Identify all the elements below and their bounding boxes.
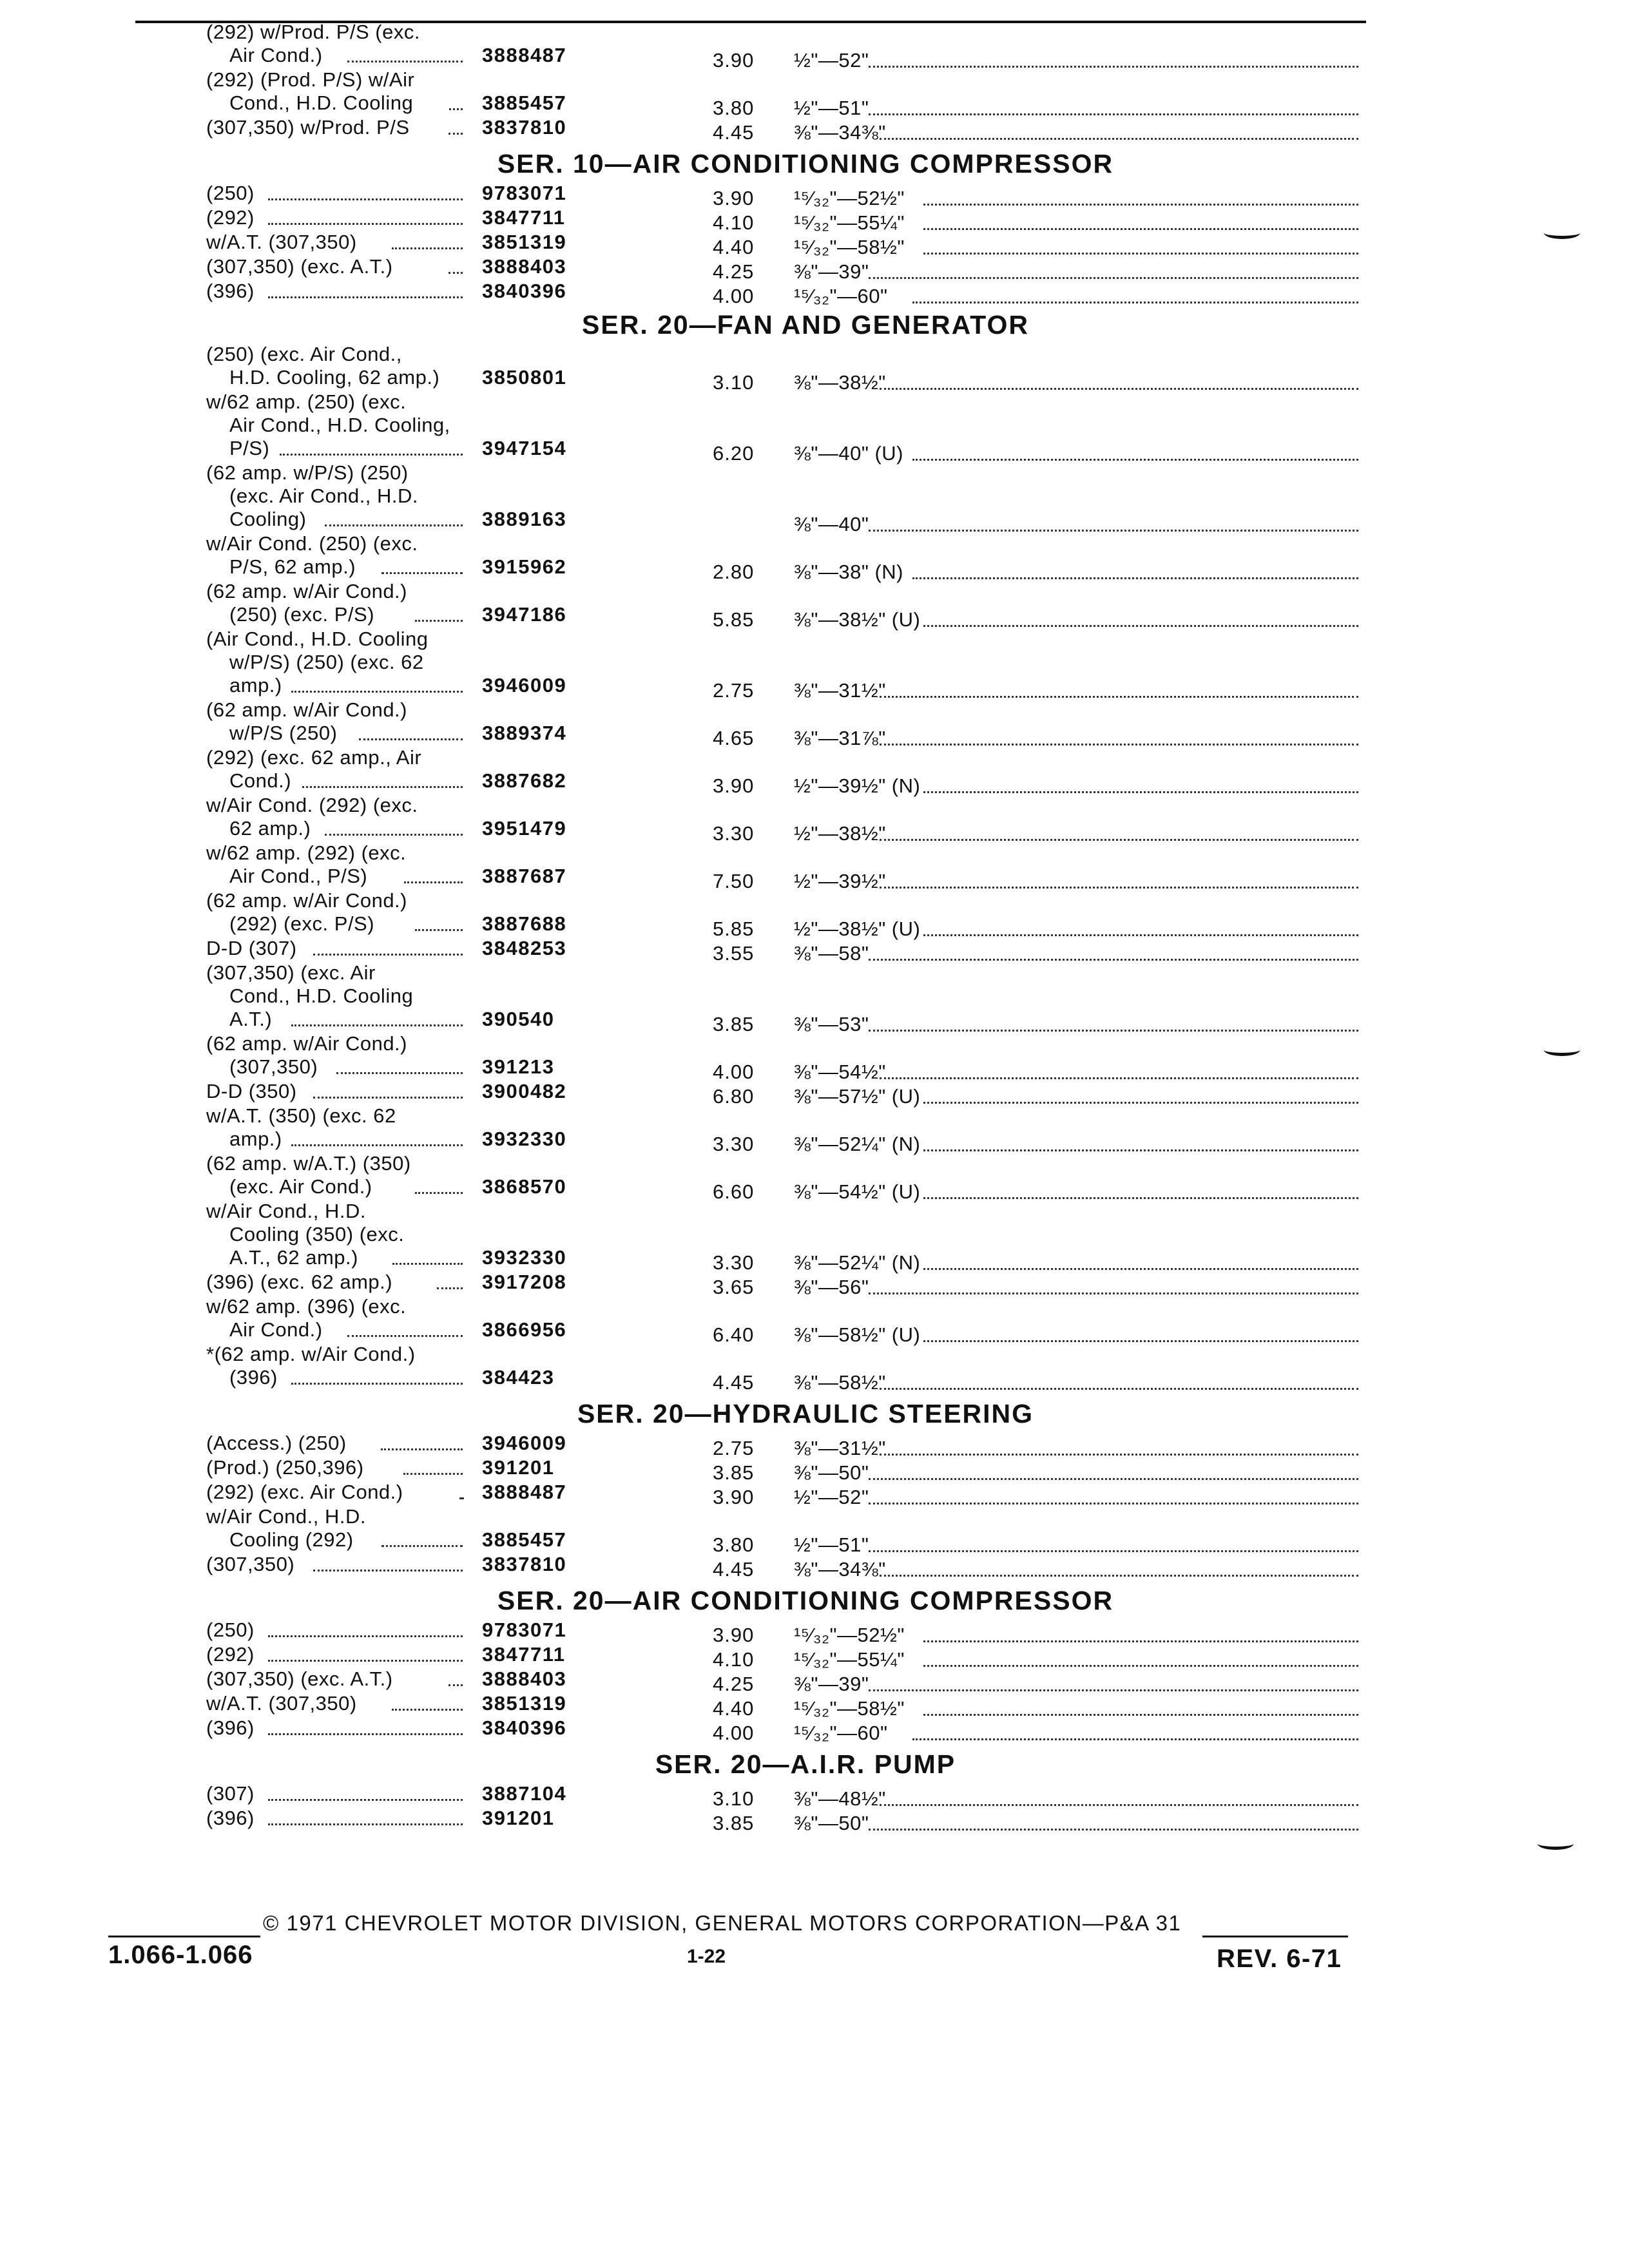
entry-description: Cond., H.D. Cooling [229, 985, 414, 1007]
size-leader [880, 1451, 1358, 1456]
entry-description: w/62 amp. (292) (exc. [206, 841, 407, 864]
part-number: 3889163 [482, 508, 567, 530]
description-leader [415, 1189, 463, 1194]
entry-description: w/Air Cond. (292) (exc. [206, 794, 418, 816]
part-number: 3847711 [482, 206, 566, 229]
size-leader [923, 1662, 1358, 1667]
labor-rate: 3.85 [713, 1812, 755, 1834]
part-number: 3868570 [482, 1175, 567, 1198]
belt-size: ½"—51" [794, 1533, 869, 1556]
belt-size: ⅜"—58½" [794, 1371, 886, 1394]
entry-description: (exc. Air Cond.) [229, 1175, 372, 1198]
part-number: 391201 [482, 1456, 555, 1479]
belt-size: ¹⁵⁄₃₂"—52½" [794, 1624, 905, 1646]
belt-size: ¹⁵⁄₃₂"—55¼" [794, 1648, 905, 1671]
catalog-code: 1.066-1.066 [108, 1941, 253, 1969]
entry-description: (292) [206, 1643, 255, 1666]
description-leader [268, 294, 463, 298]
description-leader [291, 1380, 463, 1385]
entry-description: (292) (exc. 62 amp., Air [206, 746, 422, 769]
size-leader [869, 63, 1358, 68]
size-leader [880, 836, 1358, 841]
entry-description: (Prod.) (250,396) [206, 1456, 364, 1479]
entry-description: w/P/S) (250) (exc. 62 [229, 651, 424, 673]
part-number: 3885457 [482, 91, 567, 114]
size-leader [869, 1687, 1358, 1691]
entry-description: w/A.T. (350) (exc. 62 [206, 1104, 396, 1127]
entry-description: A.T.) [229, 1008, 273, 1030]
entry-description: (62 amp. w/Air Cond.) [206, 889, 407, 912]
entry-description: P/S, 62 amp.) [229, 555, 356, 578]
part-number: 3850801 [482, 366, 567, 389]
part-number: 3848253 [482, 937, 567, 959]
labor-rate: 6.20 [713, 442, 755, 465]
entry-description: (292) [206, 206, 255, 229]
footer-rule-right [1202, 1936, 1348, 1937]
section-heading: SER. 20—FAN AND GENERATOR [582, 310, 1029, 340]
entry-description: Cond.) [229, 769, 292, 792]
belt-size: ⅜"—56" [794, 1276, 869, 1298]
entry-description: w/Air Cond., H.D. [206, 1200, 366, 1222]
size-leader [869, 1475, 1358, 1480]
size-leader [923, 1338, 1358, 1342]
size-leader [869, 111, 1358, 115]
belt-size: ⅜"—39" [794, 1673, 869, 1695]
description-leader [280, 451, 463, 456]
belt-size: ⅜"—48½" [794, 1787, 886, 1810]
size-leader [880, 1075, 1358, 1079]
belt-size: ½"—39½" [794, 870, 886, 892]
entry-description: (250) [206, 182, 255, 204]
belt-size: ½"—51" [794, 97, 869, 119]
belt-size: ⅜"—53" [794, 1013, 869, 1035]
entry-description: amp.) [229, 674, 282, 697]
size-leader [923, 250, 1358, 255]
description-leader [392, 1706, 463, 1711]
part-number: 3932330 [482, 1246, 567, 1269]
part-number: 3837810 [482, 1553, 567, 1575]
part-number: 3887688 [482, 912, 567, 935]
description-leader [325, 831, 463, 836]
entry-description: Cooling) [229, 508, 307, 530]
size-leader [880, 693, 1358, 698]
belt-size: ⅜"—50" [794, 1461, 869, 1484]
entry-description: w/62 amp. (250) (exc. [206, 390, 407, 413]
entry-description: *(62 amp. w/Air Cond.) [206, 1343, 416, 1365]
description-leader [415, 927, 463, 931]
description-leader [291, 1142, 463, 1146]
description-leader [381, 1542, 463, 1547]
description-leader [347, 1332, 463, 1337]
size-leader [923, 932, 1358, 936]
labor-rate: 2.75 [713, 679, 755, 702]
size-leader [923, 1099, 1358, 1104]
margin-mark [1544, 227, 1580, 239]
entry-description: Cooling (350) (exc. [229, 1223, 405, 1245]
belt-size: ⅜"—52¼" (N) [794, 1251, 921, 1274]
labor-rate: 4.45 [713, 1371, 755, 1394]
size-leader [923, 622, 1358, 627]
part-number: 384423 [482, 1366, 555, 1389]
entry-description: (307,350) [229, 1055, 318, 1078]
entry-description: P/S) [229, 437, 270, 459]
part-number: 3888487 [482, 1481, 567, 1503]
description-leader [268, 220, 463, 225]
entry-description: (62 amp. w/Air Cond.) [206, 1032, 407, 1055]
entry-description: (250) [206, 1619, 255, 1641]
entry-description: w/Air Cond., H.D. [206, 1505, 366, 1528]
belt-size: ⅜"—31½" [794, 1437, 886, 1459]
section-heading: SER. 20—HYDRAULIC STEERING [577, 1399, 1034, 1428]
entry-description: amp.) [229, 1128, 282, 1150]
entry-description: Air Cond., H.D. Cooling, [229, 414, 450, 436]
description-leader [459, 1495, 463, 1499]
labor-rate: 6.60 [713, 1180, 755, 1203]
margin-mark [1544, 1044, 1580, 1056]
entry-description: (307,350) (exc. A.T.) [206, 255, 393, 278]
labor-rate: 3.90 [713, 49, 755, 72]
part-number: 3946009 [482, 674, 567, 697]
belt-size: ⅜"—57½" (U) [794, 1085, 921, 1108]
size-leader [869, 1290, 1358, 1294]
labor-rate: 3.85 [713, 1461, 755, 1484]
belt-size: ½"—52" [794, 49, 869, 72]
belt-size: ⅜"—40" [794, 513, 869, 535]
entry-description: (307) [206, 1782, 255, 1805]
size-leader [880, 741, 1358, 745]
part-number: 3947154 [482, 437, 567, 459]
size-leader [923, 1638, 1358, 1642]
description-leader [359, 736, 463, 740]
entry-description: w/A.T. (307,350) [206, 1692, 357, 1715]
part-number: 3889374 [482, 722, 567, 744]
labor-rate: 4.40 [713, 1697, 755, 1720]
belt-size: ⅜"—54½" (U) [794, 1180, 921, 1203]
entry-description: (292) (exc. P/S) [229, 912, 375, 935]
belt-size: ⅜"—52¼" (N) [794, 1133, 921, 1155]
belt-size: ¹⁵⁄₃₂"—58½" [794, 1697, 905, 1720]
belt-size: ⅜"—34⅜" [794, 1558, 886, 1581]
labor-rate: 4.00 [713, 1722, 755, 1744]
labor-rate: 3.90 [713, 1624, 755, 1646]
size-leader [923, 1711, 1358, 1716]
size-leader [880, 1802, 1358, 1806]
labor-rate: 3.10 [713, 371, 755, 394]
description-leader [448, 1682, 463, 1686]
belt-size: ⅜"—54½" [794, 1061, 886, 1083]
entry-description: w/Air Cond. (250) (exc. [206, 532, 418, 555]
labor-rate: 3.30 [713, 1251, 755, 1274]
labor-rate: 3.80 [713, 1533, 755, 1556]
belt-size: ¹⁵⁄₃₂"—55¼" [794, 211, 905, 234]
labor-rate: 4.10 [713, 211, 755, 234]
size-leader [869, 1027, 1358, 1032]
description-leader [448, 130, 463, 135]
entry-description: H.D. Cooling, 62 amp.) [229, 366, 440, 389]
part-number: 3900482 [482, 1080, 567, 1102]
description-leader [404, 879, 463, 883]
entry-description: (307,350) w/Prod. P/S [206, 116, 410, 139]
description-leader [268, 1821, 463, 1825]
belt-size: ½"—52" [794, 1486, 869, 1508]
part-number: 3887687 [482, 865, 567, 887]
belt-size: ½"—38½" [794, 822, 886, 845]
entry-description: (292) w/Prod. P/S (exc. [206, 21, 420, 43]
labor-rate: 3.55 [713, 942, 755, 965]
entry-description: Air Cond., P/S) [229, 865, 368, 887]
belt-size: ⅜"—31½" [794, 679, 886, 702]
size-leader [923, 1265, 1358, 1270]
section-heading: SER. 10—AIR CONDITIONING COMPRESSOR [497, 149, 1114, 178]
description-leader [415, 617, 463, 622]
labor-rate: 4.10 [713, 1648, 755, 1671]
description-leader [449, 106, 463, 110]
part-number: 3917208 [482, 1271, 567, 1293]
size-leader [869, 1826, 1358, 1831]
belt-size: ½"—39½" (N) [794, 774, 921, 797]
description-leader [302, 783, 463, 788]
description-leader [381, 570, 463, 574]
description-leader [336, 1070, 463, 1074]
labor-rate: 3.10 [713, 1787, 755, 1810]
size-leader [880, 1385, 1358, 1390]
size-leader [923, 1147, 1358, 1151]
description-leader [347, 58, 463, 62]
description-leader [313, 1567, 463, 1571]
revision-date: REV. 6-71 [1217, 1945, 1342, 1973]
part-number: 3915962 [482, 555, 567, 578]
entry-description: Air Cond.) [229, 1318, 323, 1341]
belt-size: ¹⁵⁄₃₂"—60" [794, 285, 888, 307]
entry-description: Cond., H.D. Cooling [229, 91, 414, 114]
entry-description: (62 amp. w/A.T.) (350) [206, 1152, 411, 1175]
entry-description: (exc. Air Cond., H.D. [229, 485, 419, 507]
belt-size: ⅜"—40" (U) [794, 442, 903, 465]
belt-size: ¹⁵⁄₃₂"—52½" [794, 187, 905, 209]
size-leader [880, 135, 1358, 140]
description-leader [403, 1470, 463, 1475]
entry-description: (396) [206, 1716, 255, 1739]
entry-description: w/62 amp. (396) (exc. [206, 1295, 407, 1318]
description-leader [437, 1285, 463, 1289]
entry-description: Cooling (292) [229, 1528, 354, 1551]
part-number: 3946009 [482, 1432, 567, 1454]
section-heading: SER. 20—AIR CONDITIONING COMPRESSOR [497, 1586, 1114, 1615]
entry-description: (307,350) (exc. Air [206, 961, 376, 984]
belt-size: ⅜"—50" [794, 1812, 869, 1834]
part-number: 3847711 [482, 1643, 566, 1666]
copyright-notice: © 1971 CHEVROLET MOTOR DIVISION, GENERAL MOTORS CORPORATION—P&A 31 [263, 1911, 1182, 1935]
labor-rate: 3.90 [713, 774, 755, 797]
entry-description: 62 amp.) [229, 817, 311, 840]
belt-size: ⅜"—38" (N) [794, 561, 903, 583]
size-leader [912, 1736, 1358, 1740]
belt-size: ⅜"—58½" (U) [794, 1323, 921, 1346]
belt-size: ⅜"—38½" (U) [794, 608, 921, 631]
part-number: 3951479 [482, 817, 567, 840]
part-number: 3887682 [482, 769, 567, 792]
labor-rate: 3.30 [713, 1133, 755, 1155]
entry-description: (396) (exc. 62 amp.) [206, 1271, 393, 1293]
entry-description: (Air Cond., H.D. Cooling [206, 628, 429, 650]
labor-rate: 3.80 [713, 97, 755, 119]
part-number: 3885457 [482, 1528, 567, 1551]
description-leader [313, 951, 463, 956]
labor-rate: 4.25 [713, 260, 755, 283]
size-leader [880, 1572, 1358, 1577]
part-number: 3947186 [482, 603, 567, 626]
entry-description: D-D (350) [206, 1080, 297, 1102]
labor-rate: 3.90 [713, 1486, 755, 1508]
description-leader [268, 1657, 463, 1662]
labor-rate: 2.75 [713, 1437, 755, 1459]
size-leader [869, 1548, 1358, 1552]
belt-size: ½"—38½" (U) [794, 918, 921, 940]
labor-rate: 4.45 [713, 121, 755, 144]
part-number: 3840396 [482, 280, 567, 302]
section-heading: SER. 20—A.I.R. PUMP [655, 1749, 956, 1779]
entry-description: (292) (exc. Air Cond.) [206, 1481, 403, 1503]
description-leader [313, 1094, 463, 1099]
entry-description: (62 amp. w/Air Cond.) [206, 580, 407, 602]
entry-description: (396) [206, 1807, 255, 1829]
part-number: 391213 [482, 1055, 555, 1078]
description-leader [291, 1022, 463, 1026]
entry-description: (62 amp. w/P/S) (250) [206, 461, 409, 484]
labor-rate: 4.00 [713, 1061, 755, 1083]
entry-description: Air Cond.) [229, 44, 323, 66]
entry-description: (307,350) [206, 1553, 295, 1575]
labor-rate: 4.45 [713, 1558, 755, 1581]
belt-size: ⅜"—31⅞" [794, 727, 886, 749]
labor-rate: 7.50 [713, 870, 755, 892]
size-leader [880, 385, 1358, 390]
part-number: 390540 [482, 1008, 555, 1030]
labor-rate: 4.65 [713, 727, 755, 749]
part-number: 3866956 [482, 1318, 567, 1341]
size-leader [923, 226, 1358, 230]
part-number: 3888403 [482, 1667, 567, 1690]
labor-rate: 3.65 [713, 1276, 755, 1298]
entry-description: (Access.) (250) [206, 1432, 347, 1454]
entry-description: (62 amp. w/Air Cond.) [206, 698, 407, 721]
description-leader [392, 245, 463, 249]
entry-description: A.T., 62 amp.) [229, 1246, 358, 1269]
description-leader [268, 1796, 463, 1801]
labor-rate: 4.25 [713, 1673, 755, 1695]
part-number: 3887104 [482, 1782, 567, 1805]
part-number: 391201 [482, 1807, 555, 1829]
size-leader [923, 1195, 1358, 1199]
labor-rate: 5.85 [713, 918, 755, 940]
part-number: 3888487 [482, 44, 567, 66]
entry-description: (396) [229, 1366, 278, 1389]
description-leader [325, 522, 463, 526]
size-leader [869, 527, 1358, 532]
description-leader [268, 1731, 463, 1735]
labor-rate: 3.85 [713, 1013, 755, 1035]
belt-size: ⅜"—38½" [794, 371, 886, 394]
page-number: 1-22 [687, 1946, 726, 1967]
belt-size: ¹⁵⁄₃₂"—60" [794, 1722, 888, 1744]
labor-rate: 6.80 [713, 1085, 755, 1108]
belt-size: ⅜"—58" [794, 942, 869, 965]
belt-size: ¹⁵⁄₃₂"—58½" [794, 236, 905, 258]
part-number: 3840396 [482, 1716, 567, 1739]
labor-rate: 3.90 [713, 187, 755, 209]
size-leader [912, 299, 1358, 303]
size-leader [869, 956, 1358, 961]
description-leader [291, 688, 463, 693]
description-leader [381, 1446, 463, 1450]
part-number: 3932330 [482, 1128, 567, 1150]
entry-description: D-D (307) [206, 937, 297, 959]
footer-rule-left [108, 1936, 260, 1937]
size-leader [869, 1500, 1358, 1504]
labor-rate: 6.40 [713, 1323, 755, 1346]
margin-mark [1537, 1838, 1574, 1850]
size-leader [912, 575, 1358, 579]
description-leader [268, 196, 463, 200]
labor-rate: 4.40 [713, 236, 755, 258]
part-number: 3888403 [482, 255, 567, 278]
size-leader [923, 201, 1358, 206]
belt-size: ⅜"—39" [794, 260, 869, 283]
labor-rate: 2.80 [713, 561, 755, 583]
entry-description: (307,350) (exc. A.T.) [206, 1667, 393, 1690]
labor-rate: 5.85 [713, 608, 755, 631]
part-number: 9783071 [482, 1619, 567, 1641]
entry-description: (250) (exc. P/S) [229, 603, 375, 626]
entry-description: w/P/S (250) [229, 722, 338, 744]
part-number: 3851319 [482, 231, 567, 253]
entry-description: (396) [206, 280, 255, 302]
entry-description: (292) (Prod. P/S) w/Air [206, 68, 415, 91]
labor-rate: 3.30 [713, 822, 755, 845]
description-leader [392, 1260, 463, 1265]
size-leader [923, 789, 1358, 793]
entry-description: (250) (exc. Air Cond., [206, 343, 402, 365]
part-number: 3837810 [482, 116, 567, 139]
size-leader [869, 274, 1358, 279]
size-leader [880, 884, 1358, 889]
labor-rate: 4.00 [713, 285, 755, 307]
description-leader [268, 1633, 463, 1637]
part-number: 9783071 [482, 182, 567, 204]
size-leader [912, 456, 1358, 461]
description-leader [448, 269, 463, 274]
part-number: 3851319 [482, 1692, 567, 1715]
entry-description: w/A.T. (307,350) [206, 231, 357, 253]
belt-size: ⅜"—34⅜" [794, 121, 886, 144]
